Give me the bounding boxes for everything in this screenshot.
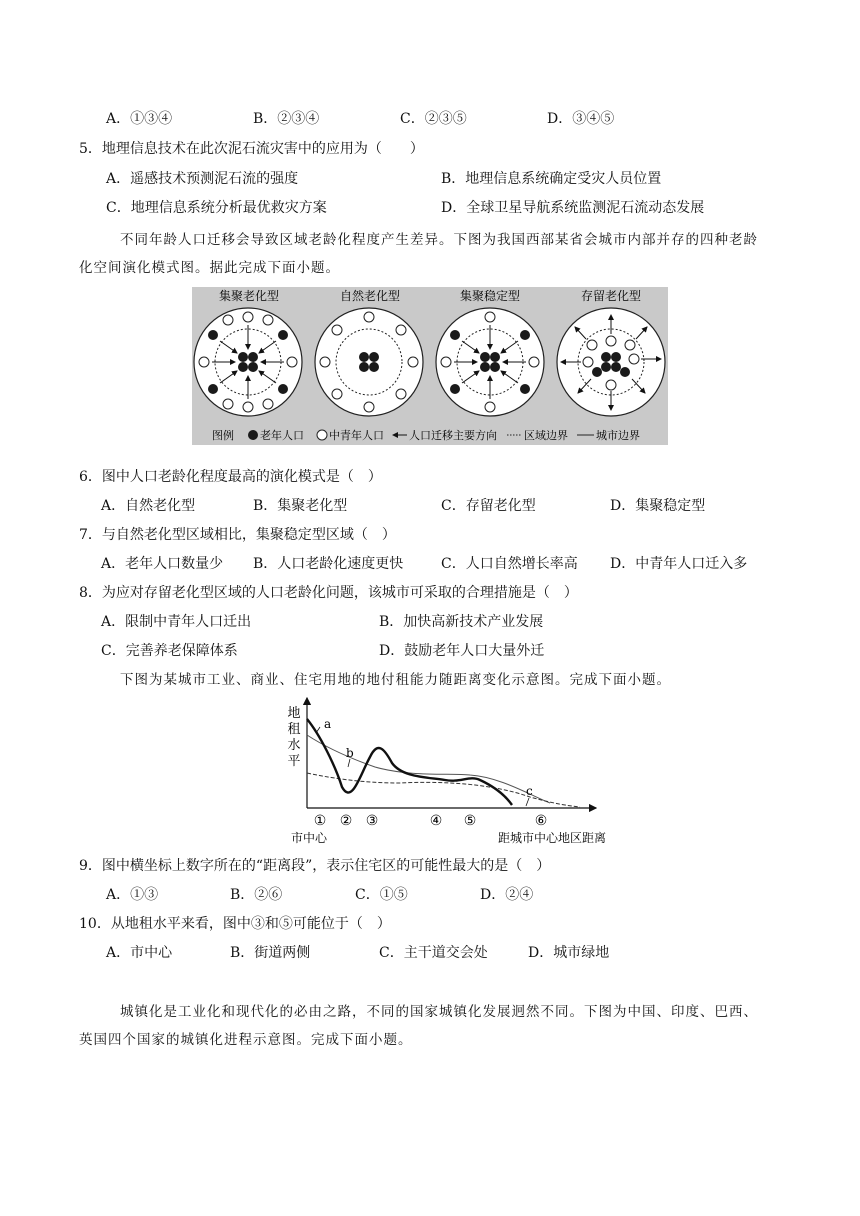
q9-option-d: D．②④ (480, 887, 534, 903)
origin-label: 市中心 (291, 831, 328, 845)
legend-elderly: 老年人口 (260, 429, 304, 442)
q8-option-d: D．鼓励老年人口大量外迁 (379, 643, 545, 659)
intro-paragraph-1-line2: 化空间演化模式图。据此完成下面小题。 (79, 260, 340, 276)
curve-label-c: c (526, 784, 533, 798)
legend-region: 区域边界 (524, 429, 568, 442)
x-axis-label: 距城市中心地区距离 (498, 831, 607, 845)
y-label-char-1: 地 (287, 706, 301, 721)
question-5-stem: 5．地理信息技术在此次泥石流灾害中的应用为（ ） (79, 141, 424, 157)
legend-youth: 中青年人口 (329, 429, 384, 442)
q10-option-b: B．街道两侧 (230, 945, 311, 961)
q5-option-c: C．地理信息系统分析最优救灾方案 (106, 200, 327, 216)
q9-option-b: B．②⑥ (230, 887, 283, 903)
question-10-stem: 10．从地租水平来看，图中③和⑤可能位于（ ） (79, 916, 391, 932)
y-label-char-2: 租 (287, 722, 301, 737)
intro-paragraph-3-line1: 城镇化是工业化和现代化的必由之路，不同的国家城镇化发展迥然不同。下图为中国、印度、巴西、 (120, 1004, 758, 1020)
q10-option-a: A．市中心 (106, 945, 173, 961)
model-natural-aging (315, 308, 423, 416)
q10-option-d: D．城市绿地 (528, 945, 610, 961)
q5-option-a: A．遥感技术预测泥石流的强度 (106, 171, 299, 187)
model-retained-aging (557, 308, 665, 416)
tick-1: ① (313, 813, 327, 829)
title-natural-aging: 自然老化型 (339, 289, 401, 303)
q6-option-c: C．存留老化型 (441, 498, 536, 514)
intro-paragraph-1-line1: 不同年龄人口迁移会导致区域老龄化程度产生差异。下图为我国西部某省会城市内部并存的四种老龄 (120, 232, 758, 248)
curve-c (307, 773, 580, 807)
aging-models-diagram (192, 287, 668, 445)
bid-rent-figure (280, 695, 620, 845)
q10-option-c: C．主干道交会处 (379, 945, 488, 961)
q7-option-a: A．老年人口数量少 (101, 556, 224, 572)
y-label-char-4: 平 (287, 754, 301, 769)
q6-option-d: D．集聚稳定型 (610, 498, 706, 514)
q7-option-b: B．人口老龄化速度更快 (253, 556, 404, 572)
q9-option-c: C．①⑤ (355, 887, 408, 903)
curve-a (307, 719, 512, 805)
figure-legend (212, 428, 640, 442)
tick-6: ⑥ (534, 813, 548, 829)
question-6-stem: 6．图中人口老龄化程度最高的演化模式是（ ） (79, 469, 382, 485)
q7-option-d: D．中青年人口迁入多 (610, 556, 748, 572)
model-cluster-aging (194, 308, 302, 416)
curve-b (307, 735, 550, 803)
q9-option-a: A．①③ (106, 887, 159, 903)
option-d: D．③④⑤ (547, 111, 615, 127)
curve-label-a: a (324, 717, 332, 731)
legend-elderly-marker (248, 430, 258, 440)
x-ticks (314, 813, 548, 829)
option-b: B．②③④ (253, 111, 320, 127)
model-cluster-stable (436, 308, 544, 416)
legend-youth-marker (317, 430, 327, 440)
curve-label-b: b (346, 746, 354, 760)
option-c: C．②③⑤ (400, 111, 467, 127)
q6-option-a: A．自然老化型 (101, 498, 196, 514)
q8-option-b: B．加快高新技术产业发展 (379, 614, 544, 630)
legend-migration: 人口迁移主要方向 (409, 429, 497, 442)
q7-option-c: C．人口自然增长率高 (441, 556, 578, 572)
tick-3: ③ (365, 813, 379, 829)
title-cluster-aging: 集聚老化型 (218, 289, 280, 303)
question-7-stem: 7．与自然老化型区域相比，集聚稳定型区域（ ） (79, 527, 396, 543)
q8-option-a: A．限制中青年人口迁出 (101, 614, 252, 630)
tick-5: ⑤ (463, 813, 477, 829)
q6-option-b: B．集聚老化型 (253, 498, 348, 514)
aging-models-figure (192, 287, 668, 445)
q5-option-d: D．全球卫星导航系统监测泥石流动态发展 (441, 200, 705, 216)
tick-4: ④ (429, 813, 443, 829)
title-cluster-stable: 集聚稳定型 (459, 289, 521, 303)
tick-2: ② (339, 813, 353, 829)
intro-paragraph-3-line2: 英国四个国家的城镇化进程示意图。完成下面小题。 (79, 1032, 413, 1048)
y-label-char-3: 水 (287, 738, 301, 753)
option-a: A．①③④ (106, 111, 173, 127)
q8-option-c: C．完善养老保障体系 (101, 643, 238, 659)
title-retained-aging: 存留老化型 (580, 289, 642, 303)
intro-paragraph-2: 下图为某城市工业、商业、住宅用地的地付租能力随距离变化示意图。完成下面小题。 (120, 672, 671, 688)
legend-city: 城市边界 (596, 429, 640, 442)
question-8-stem: 8．为应对存留老化型区域的人口老龄化问题，该城市可采取的合理措施是（ ） (79, 585, 578, 601)
q5-option-b: B．地理信息系统确定受灾人员位置 (441, 171, 662, 187)
bid-rent-chart (280, 695, 620, 845)
question-9-stem: 9．图中横坐标上数字所在的“距离段”，表示住宅区的可能性最大的是（ ） (79, 858, 551, 874)
legend-prefix: 图例 (212, 429, 234, 442)
